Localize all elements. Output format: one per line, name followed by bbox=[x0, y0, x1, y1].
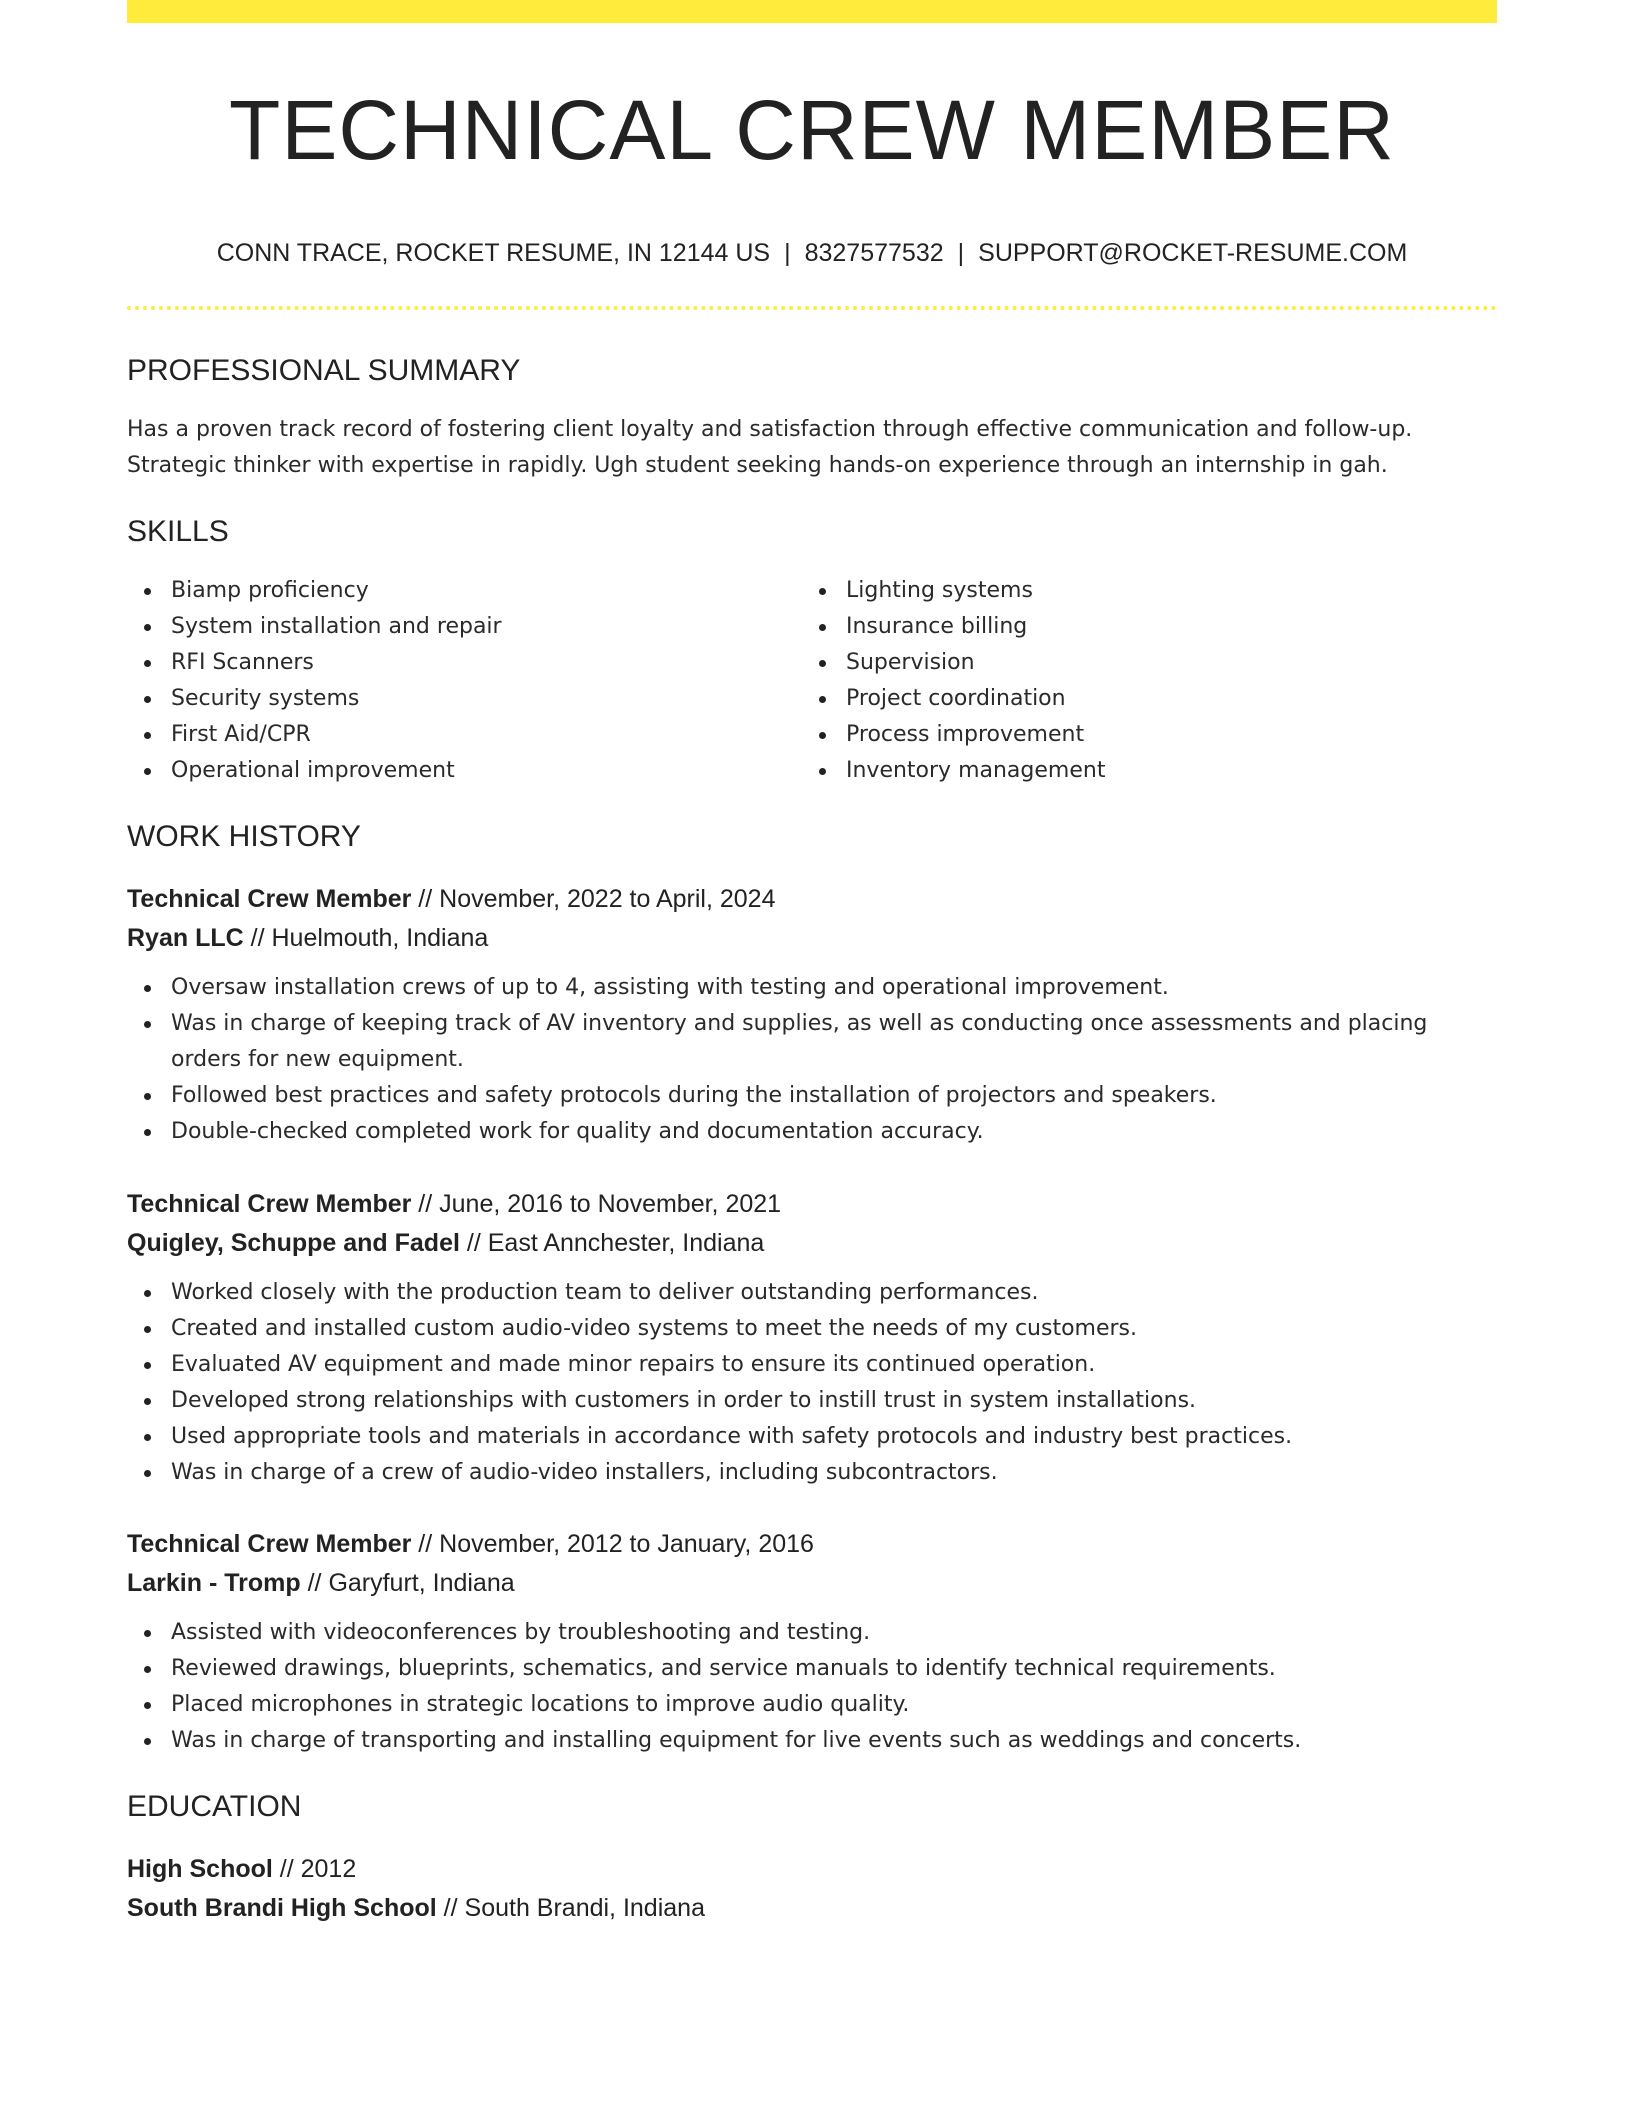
contact-email: SUPPORT@ROCKET-RESUME.COM bbox=[978, 239, 1408, 267]
job-bullets bbox=[127, 1615, 1497, 1759]
contact-line bbox=[127, 237, 1497, 269]
job-bullet: Evaluated AV equipment and made minor repairs to ensure its continued operation. bbox=[127, 1347, 1497, 1383]
job-bullet: Worked closely with the production team to deliver outstanding performances. bbox=[127, 1275, 1497, 1311]
education-delimiter: // bbox=[272, 1855, 301, 1883]
job-bullet: Created and installed custom audio-video systems to meet the needs of my customers. bbox=[127, 1311, 1497, 1347]
education-location: South Brandi, Indiana bbox=[464, 1894, 705, 1922]
skill-item: Biamp proficiency bbox=[127, 573, 802, 609]
job-company-line bbox=[127, 1224, 1497, 1263]
work-history-section bbox=[127, 818, 1497, 856]
education-heading: EDUCATION bbox=[127, 1790, 302, 1823]
job-role: Technical Crew Member bbox=[127, 1530, 412, 1558]
job-bullet: Was in charge of a crew of audio-video installers, including subcontractors. bbox=[127, 1455, 1497, 1491]
contact-phone: 8327577532 bbox=[804, 239, 944, 267]
job-bullet: Followed best practices and safety protocols during the installation of projectors and speakers. bbox=[127, 1078, 1497, 1114]
skill-item: System installation and repair bbox=[127, 609, 802, 645]
job-company-line bbox=[127, 1564, 1497, 1603]
education-delimiter: // bbox=[436, 1894, 465, 1922]
job-bullet: Assisted with videoconferences by troubleshooting and testing. bbox=[127, 1615, 1497, 1651]
education-entry bbox=[127, 1850, 1497, 1928]
resume-title: TECHNICAL CREW MEMBER bbox=[229, 83, 1395, 177]
job-delimiter: // bbox=[411, 1530, 440, 1558]
education-school-line bbox=[127, 1889, 1497, 1928]
job-bullet: Placed microphones in strategic locations to improve audio quality. bbox=[127, 1687, 1497, 1723]
skill-item: Insurance billing bbox=[802, 609, 1477, 645]
job-role: Technical Crew Member bbox=[127, 1190, 412, 1218]
job-role-line bbox=[127, 1525, 1497, 1564]
contact-separator: | bbox=[784, 239, 791, 267]
work-history-heading: WORK HISTORY bbox=[127, 820, 361, 853]
education-section bbox=[127, 1788, 1497, 1826]
job-bullets bbox=[127, 970, 1497, 1150]
summary-heading: PROFESSIONAL SUMMARY bbox=[127, 354, 521, 387]
skill-item: Lighting systems bbox=[802, 573, 1477, 609]
job-bullet: Oversaw installation crews of up to 4, assisting with testing and operational improvement. bbox=[127, 970, 1497, 1006]
dotted-divider bbox=[127, 306, 1497, 310]
job-bullet: Was in charge of keeping track of AV inventory and supplies, as well as conducting once assessments and placing orders for new equipment. bbox=[127, 1006, 1497, 1078]
skill-item: Process improvement bbox=[802, 717, 1477, 753]
job-entry bbox=[127, 1185, 1497, 1491]
job-delimiter: // bbox=[411, 885, 440, 913]
job-company: Ryan LLC bbox=[127, 924, 244, 952]
skill-item: Security systems bbox=[127, 681, 802, 717]
job-role-line bbox=[127, 1185, 1497, 1224]
skill-item: RFI Scanners bbox=[127, 645, 802, 681]
job-delimiter: // bbox=[411, 1190, 440, 1218]
job-location: Huelmouth, Indiana bbox=[271, 924, 489, 952]
job-bullet: Reviewed drawings, blueprints, schematics, and service manuals to identify technical requirements. bbox=[127, 1651, 1497, 1687]
job-company: Quigley, Schuppe and Fadel bbox=[127, 1229, 460, 1257]
job-company: Larkin - Tromp bbox=[127, 1569, 301, 1597]
job-role: Technical Crew Member bbox=[127, 885, 412, 913]
job-delimiter: // bbox=[300, 1569, 329, 1597]
job-delimiter: // bbox=[243, 924, 272, 952]
skill-item: Inventory management bbox=[802, 753, 1477, 789]
contact-separator: | bbox=[957, 239, 965, 267]
job-role-line bbox=[127, 880, 1497, 919]
contact-address: CONN TRACE, ROCKET RESUME, IN 12144 US bbox=[216, 239, 771, 267]
summary-text: Has a proven track record of fostering client loyalty and satisfaction through effective communication and follow-up. Strategic thinker with expertise in rapidly. Ugh student seeking hands-on experience through an internship in gah. bbox=[127, 417, 1413, 478]
job-dates: November, 2022 to April, 2024 bbox=[439, 885, 776, 913]
job-bullet: Was in charge of transporting and installing equipment for live events such as weddings and concerts. bbox=[127, 1723, 1497, 1759]
job-bullets bbox=[127, 1275, 1497, 1491]
job-location: East Annchester, Indiana bbox=[487, 1229, 765, 1257]
job-entry bbox=[127, 880, 1497, 1150]
skills-column-left bbox=[127, 573, 802, 789]
job-location: Garyfurt, Indiana bbox=[328, 1569, 515, 1597]
education-degree: High School bbox=[127, 1855, 273, 1883]
job-bullet: Double-checked completed work for quality and documentation accuracy. bbox=[127, 1114, 1497, 1150]
skill-item: Operational improvement bbox=[127, 753, 802, 789]
skills-heading: SKILLS bbox=[127, 515, 229, 548]
job-dates: November, 2012 to January, 2016 bbox=[439, 1530, 814, 1558]
job-entry bbox=[127, 1525, 1497, 1759]
job-bullet: Developed strong relationships with customers in order to instill trust in system installations. bbox=[127, 1383, 1497, 1419]
skill-item: Supervision bbox=[802, 645, 1477, 681]
skills-section bbox=[127, 513, 1497, 789]
summary-section bbox=[127, 352, 1497, 484]
skill-item: Project coordination bbox=[802, 681, 1477, 717]
job-company-line bbox=[127, 919, 1497, 958]
education-school: South Brandi High School bbox=[127, 1894, 437, 1922]
job-delimiter: // bbox=[459, 1229, 488, 1257]
education-year: 2012 bbox=[300, 1855, 357, 1883]
job-dates: June, 2016 to November, 2021 bbox=[439, 1190, 782, 1218]
skill-item: First Aid/CPR bbox=[127, 717, 802, 753]
skills-grid bbox=[127, 573, 1497, 789]
accent-top-bar bbox=[127, 0, 1497, 23]
skills-column-right bbox=[802, 573, 1477, 789]
job-bullet: Used appropriate tools and materials in accordance with safety protocols and industry best practices. bbox=[127, 1419, 1497, 1455]
education-degree-line bbox=[127, 1850, 1497, 1889]
resume-page bbox=[127, 0, 1497, 2112]
